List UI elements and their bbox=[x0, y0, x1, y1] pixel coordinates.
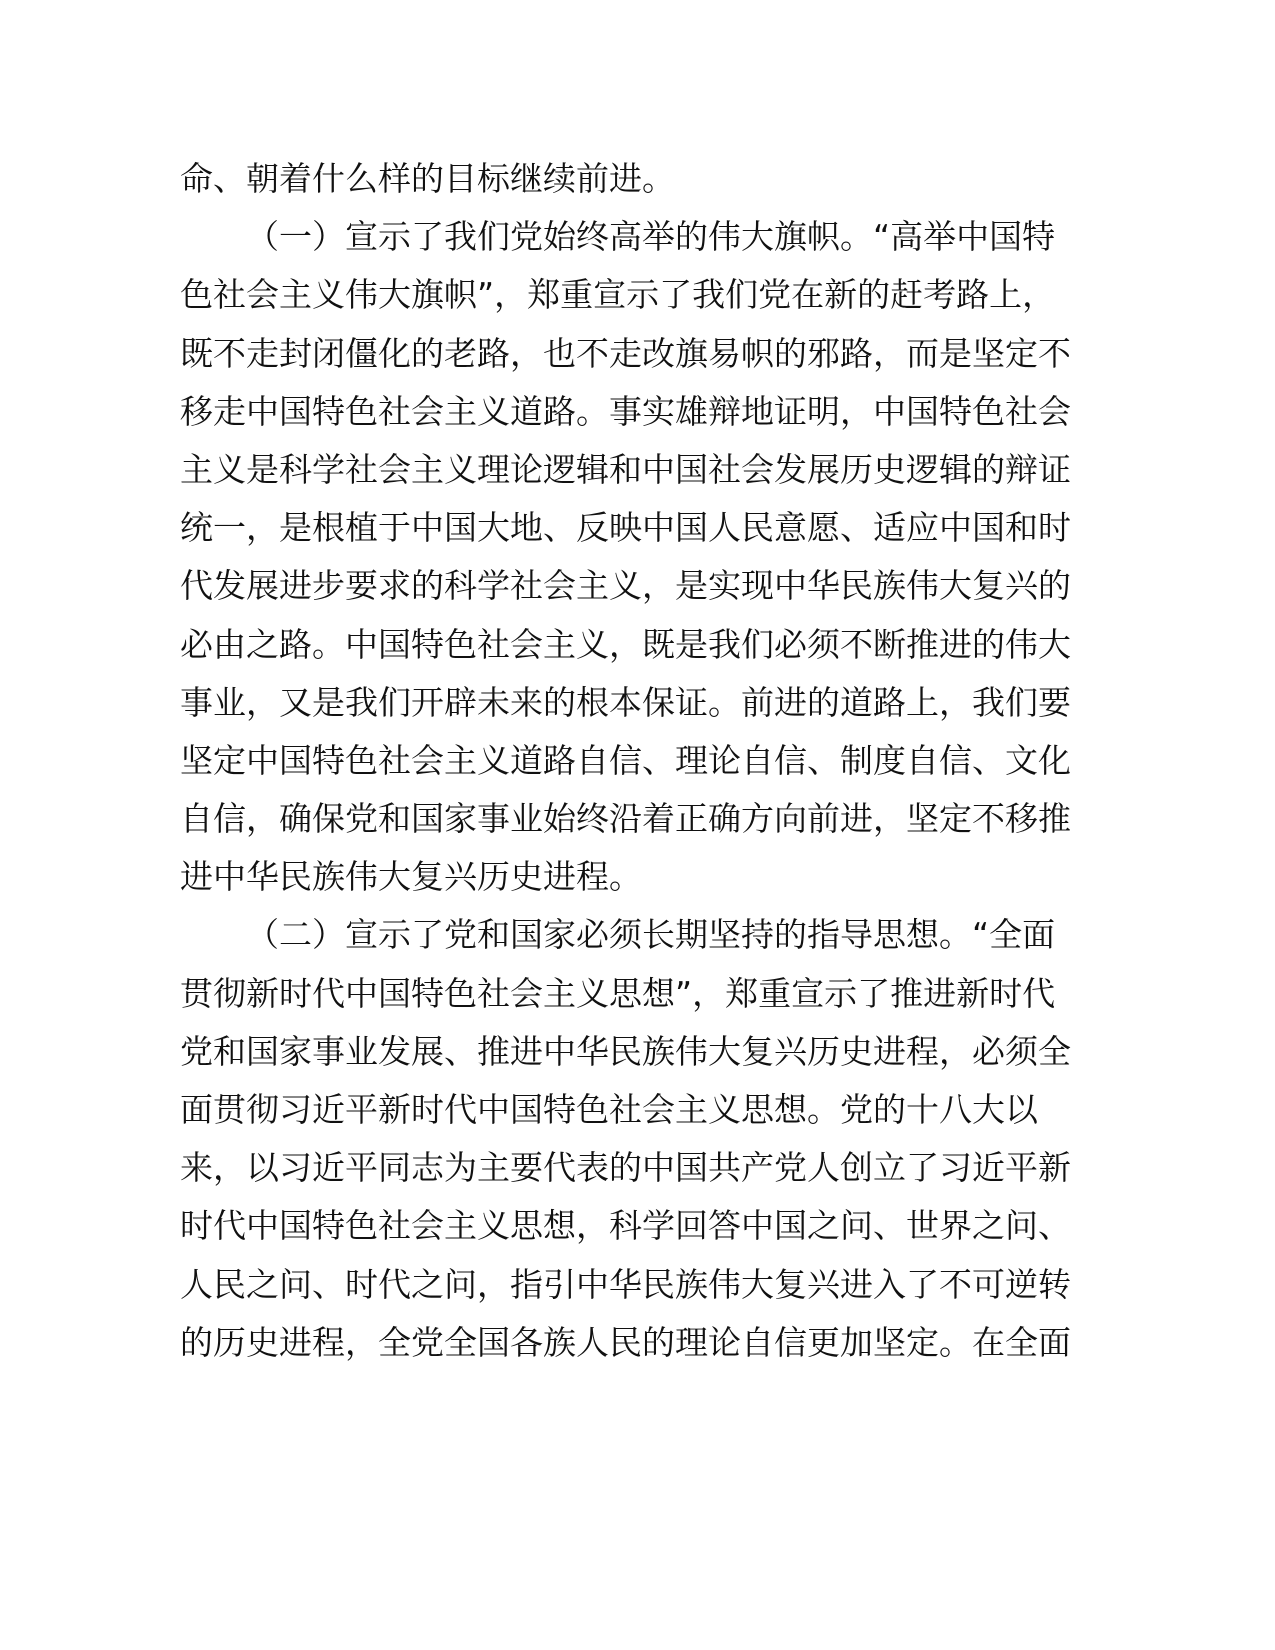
text-line: 移走中国特色社会主义道路。事实雄辩地证明，中国特色社会 bbox=[180, 391, 1071, 431]
text-line: 党和国家事业发展、推进中华民族伟大复兴历史进程，必须全 bbox=[180, 1031, 1071, 1071]
text-line: 时代中国特色社会主义思想，科学回答中国之问、世界之问、 bbox=[180, 1206, 1071, 1246]
text-line: 主义是科学社会主义理论逻辑和中国社会发展历史逻辑的辩证 bbox=[180, 449, 1071, 489]
document-body bbox=[180, 150, 1071, 1372]
text-line: 统一，是根植于中国大地、反映中国人民意愿、适应中国和时 bbox=[180, 508, 1071, 548]
text-line: 色社会主义伟大旗帜”，郑重宣示了我们党在新的赶考路上， bbox=[180, 275, 1056, 315]
text-line: 贯彻新时代中国特色社会主义思想”，郑重宣示了推进新时代 bbox=[180, 973, 1056, 1013]
text-line: 自信，确保党和国家事业始终沿着正确方向前进，坚定不移推 bbox=[180, 799, 1071, 839]
text-line: 面贯彻习近平新时代中国特色社会主义思想。党的十八大以 bbox=[180, 1090, 1038, 1129]
text-line: 必由之路。中国特色社会主义，既是我们必须不断推进的伟大 bbox=[180, 624, 1071, 664]
paragraph-section-two bbox=[180, 906, 1071, 1372]
text-line: 进中华民族伟大复兴历史进程。 bbox=[180, 857, 642, 897]
paragraph-continuation bbox=[180, 150, 1050, 208]
text-line: 人民之问、时代之问，指引中华民族伟大复兴进入了不可逆转 bbox=[180, 1264, 1071, 1304]
text-line: 事业，又是我们开辟未来的根本保证。前进的道路上，我们要 bbox=[180, 682, 1071, 722]
text-line: 既不走封闭僵化的老路，也不走改旗易帜的邪路，而是坚定不 bbox=[180, 333, 1071, 373]
paragraph-section-one bbox=[180, 208, 1071, 906]
text-line: 来，以习近平同志为主要代表的中国共产党人创立了习近平新 bbox=[180, 1148, 1071, 1188]
text-line: （一）宣示了我们党始终高举的伟大旗帜。“高举中国特 bbox=[246, 217, 1056, 257]
text-line: 命、朝着什么样的目标继续前进。 bbox=[180, 159, 675, 198]
text-line: （二）宣示了党和国家必须长期坚持的指导思想。“全面 bbox=[246, 915, 1056, 955]
text-line: 的历史进程，全党全国各族人民的理论自信更加坚定。在全面 bbox=[180, 1322, 1071, 1362]
text-line: 代发展进步要求的科学社会主义，是实现中华民族伟大复兴的 bbox=[180, 566, 1071, 606]
text-line: 坚定中国特色社会主义道路自信、理论自信、制度自信、文化 bbox=[180, 740, 1071, 780]
